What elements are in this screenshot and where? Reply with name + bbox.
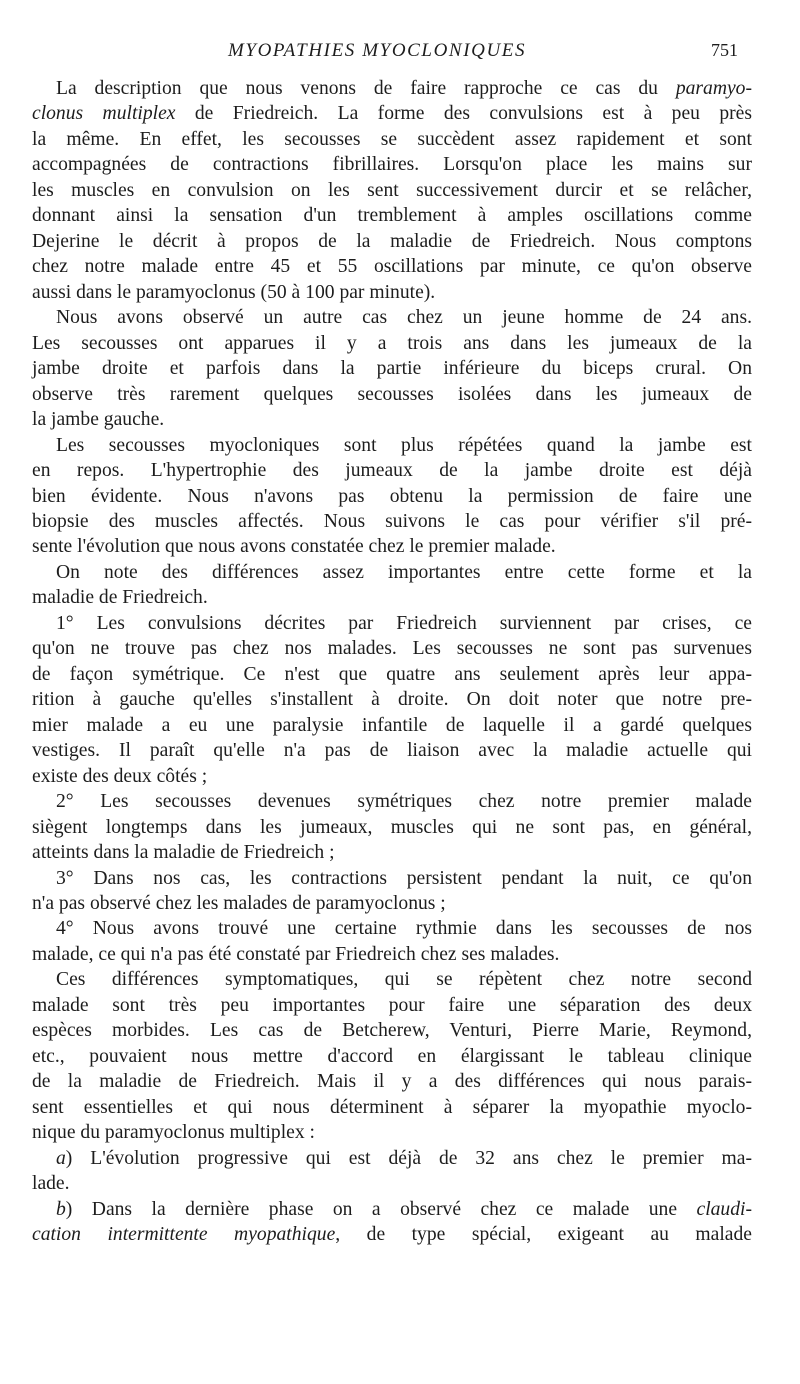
text-segment: La description que nous venons de faire rapproche ce cas du: [56, 78, 676, 99]
text-segment: accompagnées de contractions fibrillaires. Lorsqu'on place les mains sur: [32, 154, 752, 176]
text-segment: biopsie des muscles affectés. Nous suivons le cas pour vérifier s'il pré-: [32, 510, 752, 532]
running-head: [0, 40, 800, 70]
italic-text-segment: claudi-: [696, 1198, 752, 1220]
text-segment: 4° Nous avons trouvé une certaine rythmie dans les secousses de nos: [56, 918, 752, 940]
text-line: [32, 560, 752, 585]
text-line: [32, 993, 752, 1018]
text-line: [32, 840, 752, 865]
text-line: [32, 815, 752, 840]
text-line: [32, 1197, 752, 1222]
text-line: [32, 662, 752, 687]
text-line: [32, 305, 752, 330]
text-line: [32, 891, 752, 916]
text-line: [32, 687, 752, 712]
text-segment: sent essentielles et qui nous déterminent à séparer la myopathie myoclo-: [32, 1096, 752, 1118]
text-segment: Ces différences symptomatiques, qui se répètent chez notre second: [56, 969, 752, 991]
text-line: [32, 1018, 752, 1043]
italic-text-segment: b: [56, 1198, 66, 1220]
text-line: [32, 866, 752, 891]
running-title: MYOPATHIES MYOCLONIQUES: [228, 40, 527, 61]
text-line: [32, 229, 752, 254]
text-line: [32, 280, 752, 305]
text-segment: maladie de Friedreich.: [32, 587, 208, 609]
italic-text-segment: a: [56, 1147, 66, 1169]
text-line: [32, 764, 752, 789]
text-line: [32, 203, 752, 228]
text-line: [32, 178, 752, 203]
text-segment: malade sont très peu importantes pour faire une séparation des deux: [32, 994, 752, 1016]
text-line: [32, 382, 752, 407]
text-line: [32, 458, 752, 483]
text-segment: qu'on ne trouve pas chez nos malades. Les secousses ne sont pas survenues: [32, 638, 752, 660]
text-segment: de la maladie de Friedreich. Mais il y a des différences qui nous parais-: [32, 1071, 752, 1093]
text-line: [32, 101, 752, 126]
page-number: 751: [711, 40, 738, 60]
italic-text-segment: clonus multiplex: [32, 103, 176, 125]
text-line: [32, 789, 752, 814]
text-segment: les muscles en convulsion on les sent successivement durcir et se relâcher,: [32, 179, 752, 201]
text-line: [32, 509, 752, 534]
text-line: [32, 1222, 752, 1247]
text-segment: la même. En effet, les secousses se succèdent assez rapidement et sont: [32, 128, 752, 150]
text-segment: lade.: [32, 1173, 70, 1195]
text-line: [32, 254, 752, 279]
text-segment: 3° Dans nos cas, les contractions persistent pendant la nuit, ce qu'on: [56, 867, 752, 889]
text-segment: , de type spécial, exigeant au malade: [335, 1224, 752, 1246]
text-segment: Dejerine le décrit à propos de la maladie de Friedreich. Nous comptons: [32, 230, 752, 252]
text-line: [32, 534, 752, 559]
text-segment: ) L'évolution progressive qui est déjà de 32 ans chez le premier ma-: [65, 1147, 752, 1169]
italic-text-segment: cation intermittente myopathique: [32, 1224, 336, 1246]
text-line: [32, 356, 752, 381]
text-segment: atteints dans la maladie de Friedreich ;: [32, 842, 335, 864]
text-line: [32, 967, 752, 992]
text-line: [32, 738, 752, 763]
text-line: [32, 127, 752, 152]
text-line: [32, 713, 752, 738]
text-segment: existe des deux côtés ;: [32, 765, 208, 787]
text-segment: vestiges. Il paraît qu'elle n'a pas de liaison avec la maladie actuelle qui: [32, 740, 752, 762]
text-segment: malade, ce qui n'a pas été constaté par Friedreich chez ses malades.: [32, 943, 560, 965]
text-segment: sente l'évolution que nous avons constatée chez le premier malade.: [32, 536, 556, 558]
text-segment: aussi dans le paramyoclonus (50 à 100 par minute).: [32, 281, 436, 303]
text-line: [32, 611, 752, 636]
text-line: [32, 585, 752, 610]
text-line: [32, 1120, 752, 1145]
text-segment: de façon symétrique. Ce n'est que quatre ans seulement après leur appa-: [32, 663, 752, 685]
text-line: [32, 1069, 752, 1094]
text-segment: donnant ainsi la sensation d'un tremblement à amples oscillations comme: [32, 205, 752, 227]
text-segment: etc., pouvaient nous mettre d'accord en élargissant le tableau clinique: [32, 1045, 752, 1067]
text-segment: espèces morbides. Les cas de Betcherew, Venturi, Pierre Marie, Reymond,: [32, 1020, 752, 1042]
text-segment: rition à gauche qu'elles s'installent à droite. On doit noter que notre pre-: [32, 689, 752, 711]
text-segment: On note des différences assez importantes entre cette forme et la: [56, 561, 752, 583]
text-line: [32, 331, 752, 356]
text-segment: chez notre malade entre 45 et 55 oscillations par minute, ce qu'on observe: [32, 256, 752, 278]
text-segment: 1° Les convulsions décrites par Friedreich surviennent par crises, ce: [56, 612, 752, 634]
text-segment: Nous avons observé un autre cas chez un jeune homme de 24 ans.: [56, 307, 752, 329]
text-segment: siègent longtemps dans les jumeaux, muscles qui ne sont pas, en général,: [32, 816, 752, 838]
text-segment: la jambe gauche.: [32, 409, 165, 431]
text-segment: de Friedreich. La forme des convulsions est à peu près: [175, 103, 753, 125]
text-segment: n'a pas observé chez les malades de paramyoclonus ;: [32, 893, 446, 914]
text-line: [32, 152, 752, 177]
text-line: [32, 1095, 752, 1120]
text-line: [32, 1146, 752, 1171]
text-segment: ) Dans la dernière phase on a observé chez ce malade une: [65, 1198, 697, 1220]
text-line: [32, 1171, 752, 1196]
text-line: [32, 1044, 752, 1069]
text-segment: observe très rarement quelques secousses isolées dans les jumeaux de: [32, 383, 752, 405]
text-line: [32, 916, 752, 941]
text-segment: Les secousses ont apparues il y a trois ans dans les jumeaux de la: [32, 332, 752, 354]
text-segment: 2° Les secousses devenues symétriques chez notre premier malade: [56, 791, 752, 813]
text-line: [32, 942, 752, 967]
text-line: [32, 76, 752, 101]
text-segment: Les secousses myocloniques sont plus répétées quand la jambe est: [56, 434, 752, 456]
text-segment: nique du paramyoclonus multiplex :: [32, 1122, 315, 1144]
text-line: [32, 433, 752, 458]
text-segment: bien évidente. Nous n'avons pas obtenu la permission de faire une: [32, 485, 752, 507]
text-line: [32, 636, 752, 661]
text-line: [32, 484, 752, 509]
text-segment: en repos. L'hypertrophie des jumeaux de la jambe droite est déjà: [32, 460, 752, 482]
text-segment: jambe droite et parfois dans la partie inférieure du biceps crural. On: [32, 358, 752, 380]
text-segment: mier malade a eu une paralysie infantile de laquelle il a gardé quelques: [32, 714, 752, 736]
text-line: [32, 407, 752, 432]
italic-text-segment: paramyo-: [675, 78, 752, 99]
body-text: [32, 76, 752, 1248]
